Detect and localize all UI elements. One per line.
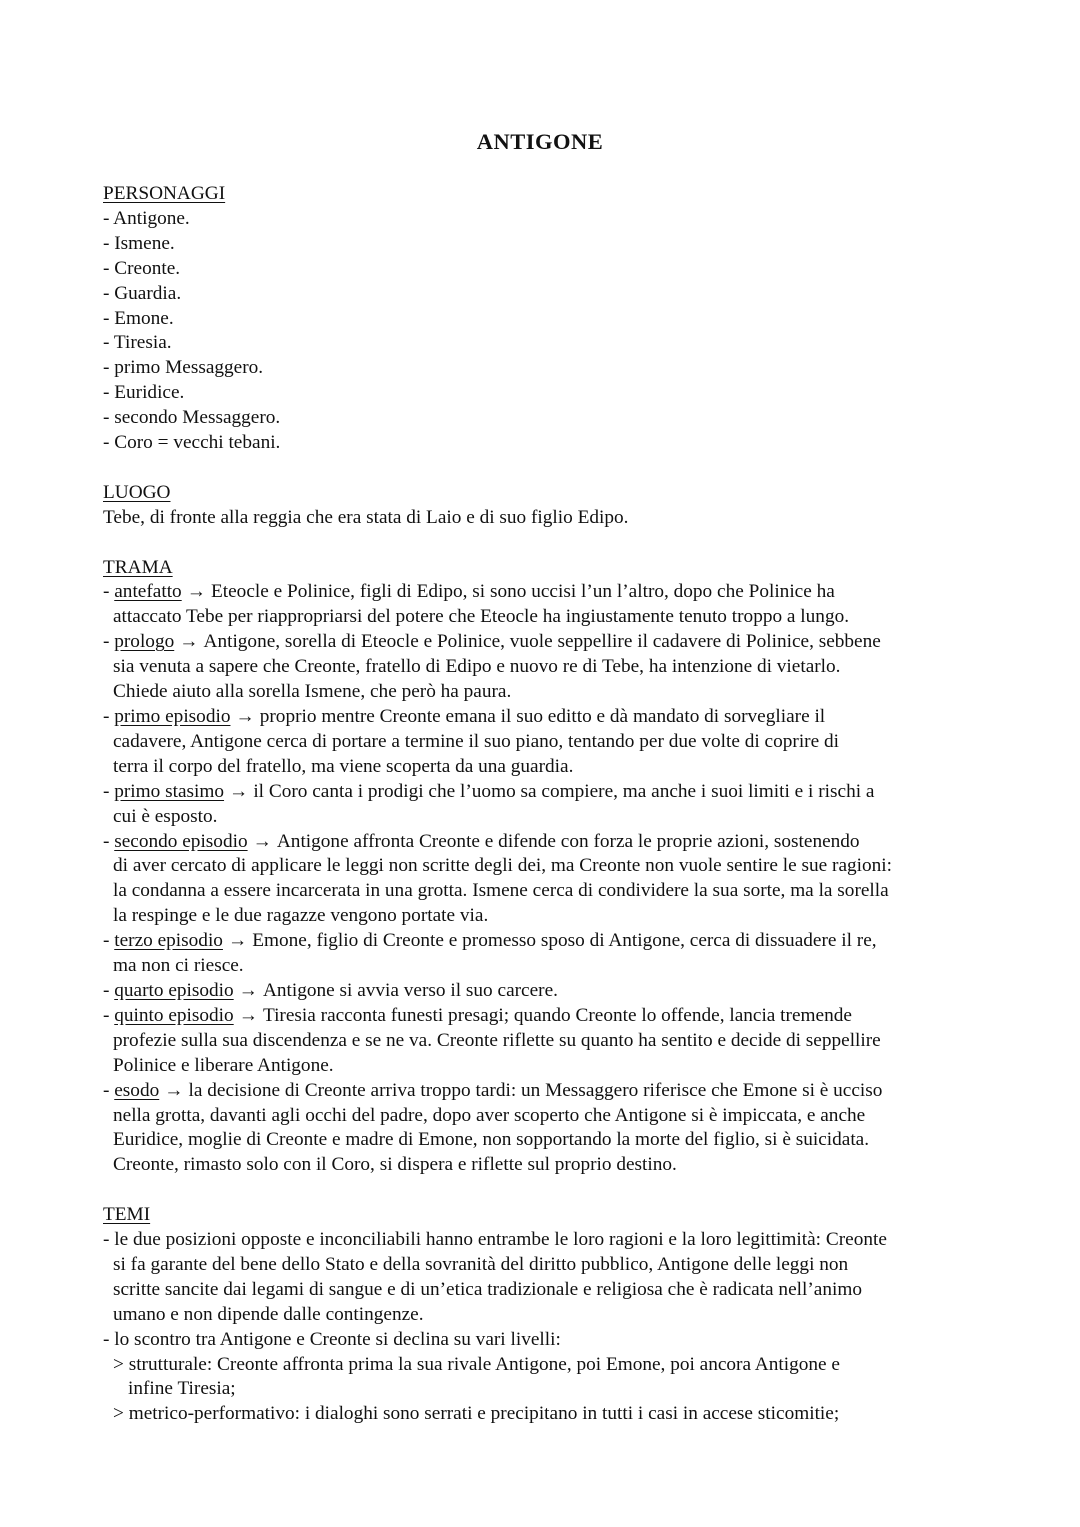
text-line: nella grotta, davanti agli occhi del padre, dopo aver scoperto che Antigone si è impiccata, e anche xyxy=(113,1104,866,1126)
plot-text: proprio mentre Creonte emana il suo editto e dà mandato di sorvegliare il xyxy=(259,706,826,727)
list-item: - Coro = vecchi tebani. xyxy=(103,432,281,454)
plot-text: Antigone si avvia verso il suo carcere. xyxy=(262,979,558,1001)
list-item: - lo scontro tra Antigone e Creonte si declina su vari livelli: xyxy=(103,1328,561,1350)
section-trama xyxy=(103,556,983,1179)
bullet-dash: - xyxy=(103,631,115,653)
list-item: - Tiresia. xyxy=(103,332,172,354)
arrow-icon: → xyxy=(229,780,249,802)
text-line: sia venuta a sapere che Creonte, fratello di Edipo e nuovo re di Tebe, ha intenzione di vietarlo. xyxy=(113,656,841,678)
list-item: - Guardia. xyxy=(103,282,182,304)
text-line: Polinice e liberare Antigone. xyxy=(113,1054,334,1076)
bullet-dash: - xyxy=(103,979,115,1001)
text-line: profezie sulla sua discendenza e se ne va. Creonte riflette su quanto ha sentito e decide di seppellire xyxy=(113,1029,881,1051)
sub-item xyxy=(103,1402,983,1427)
section-temi xyxy=(103,1203,983,1427)
text-line: ma non ci riesce. xyxy=(113,955,244,977)
plot-term: secondo episodio xyxy=(114,830,248,852)
list-item xyxy=(103,1228,983,1328)
list-item: - Antigone. xyxy=(103,207,190,229)
text-line xyxy=(103,630,983,655)
section-luogo xyxy=(103,481,983,531)
list-item: - Ismene. xyxy=(103,232,175,254)
text-line: attaccato Tebe per riappropriarsi del potere che Eteocle ha ingiustamente tenuto troppo a lungo. xyxy=(113,606,850,628)
text-line xyxy=(103,1079,983,1104)
text-line xyxy=(103,705,983,730)
plot-term: primo stasimo xyxy=(114,780,225,802)
text-line: cadavere, Antigone cerca di portare a termine il suo piano, tentando per due volte di coprire di xyxy=(113,730,839,752)
bullet-dash: - xyxy=(103,1079,115,1101)
page-title: ANTIGONE xyxy=(476,129,604,154)
list-item: - secondo Messaggero. xyxy=(103,407,281,429)
paragraph: Tebe, di fronte alla reggia che era stata di Laio e di suo figlio Edipo. xyxy=(103,506,629,528)
plot-text: Emone, figlio di Creonte e promesso sposo di Antigone, cerca di dissuadere il re, xyxy=(252,930,877,952)
bullet-dash: - xyxy=(103,706,115,727)
arrow-icon: → xyxy=(238,1004,258,1026)
text-line: cui è esposto. xyxy=(113,805,218,827)
list-item: - Creonte. xyxy=(103,257,181,279)
plot-text: Antigone affronta Creonte e difende con forza le proprie azioni, sostenendo xyxy=(276,830,860,852)
arrow-icon: → xyxy=(252,830,272,852)
plot-item xyxy=(103,705,983,780)
plot-item xyxy=(103,630,983,705)
plot-list xyxy=(103,580,983,1178)
list-item: - Emone. xyxy=(103,307,174,329)
text-line: di aver cercato di applicare le leggi non scritte degli dei, ma Creonte non vuole sentire le sue ragioni: xyxy=(113,855,892,877)
bullet-dash: - xyxy=(103,581,115,603)
text-line xyxy=(103,780,983,805)
plot-text: Antigone, sorella di Eteocle e Polinice, vuole seppellire il cadavere di Polinice, sebbene xyxy=(203,631,881,653)
text-line: > metrico-performativo: i dialoghi sono serrati e precipitano in tutti i casi in accese sticomitie; xyxy=(113,1403,840,1425)
section-personaggi xyxy=(103,182,983,456)
plot-term: primo episodio xyxy=(114,706,231,727)
text-line: Euridice, moglie di Creonte e madre di Emone, non sopportando la morte del figlio, si è suicidata. xyxy=(113,1129,870,1151)
arrow-icon: → xyxy=(238,979,258,1001)
plot-item xyxy=(103,830,983,930)
sub-item xyxy=(103,1353,983,1403)
text-line xyxy=(103,929,983,954)
bullet-dash: - xyxy=(103,830,115,852)
text-line xyxy=(103,1004,983,1029)
arrow-icon: → xyxy=(179,631,199,653)
text-line: la respinge e le due ragazze vengono portate via. xyxy=(113,905,489,927)
list-item: - primo Messaggero. xyxy=(103,357,264,379)
plot-text: Eteocle e Polinice, figli di Edipo, si sono uccisi l’un l’altro, dopo che Polinice ha xyxy=(210,581,835,603)
plot-term: quinto episodio xyxy=(114,1004,234,1026)
bullet-dash: - xyxy=(103,930,115,952)
section-heading: LUOGO xyxy=(103,481,171,503)
list-item: - Euridice. xyxy=(103,382,185,404)
plot-item xyxy=(103,1004,983,1079)
section-heading: TRAMA xyxy=(103,556,173,578)
text-line xyxy=(103,830,983,855)
text-line: terra il corpo del fratello, ma viene scoperta da una guardia. xyxy=(113,755,574,777)
plot-text: la decisione di Creonte arriva troppo tardi: un Messaggero riferisce che Emone si è ucciso xyxy=(188,1079,883,1101)
text-line: umano e non dipende dalle contingenze. xyxy=(113,1303,424,1325)
plot-term: prologo xyxy=(114,631,175,653)
text-line: > strutturale: Creonte affronta prima la sua rivale Antigone, poi Emone, poi ancora Antigone e xyxy=(113,1353,840,1375)
text-line: - le due posizioni opposte e inconciliabili hanno entrambe le loro ragioni e la loro legittimità: Creonte xyxy=(103,1229,887,1251)
text-line: si fa garante del bene dello Stato e della sovranità del diritto pubblico, Antigone delle leggi non xyxy=(113,1253,849,1275)
plot-term: terzo episodio xyxy=(114,930,223,952)
text-line xyxy=(103,580,983,605)
arrow-icon: → xyxy=(227,930,248,952)
plot-text: il Coro canta i prodigi che l’uomo sa compiere, ma anche i suoi limiti e i rischi a xyxy=(253,780,875,802)
plot-term: esodo xyxy=(114,1079,160,1101)
bullet-dash: - xyxy=(103,1004,115,1026)
document-body xyxy=(103,182,983,1427)
plot-item xyxy=(103,929,983,979)
section-heading: TEMI xyxy=(103,1204,151,1226)
text-line xyxy=(103,979,983,1004)
plot-term: quarto episodio xyxy=(114,979,234,1001)
arrow-icon: → xyxy=(186,581,206,603)
bullet-dash: - xyxy=(103,780,115,802)
text-line: Creonte, rimasto solo con il Coro, si dispera e riflette sul proprio destino. xyxy=(113,1154,677,1176)
text-line: infine Tiresia; xyxy=(128,1378,236,1400)
text-line: la condanna a essere incarcerata in una grotta. Ismene cerca di condividere la sua sorte, ma la sorella xyxy=(113,880,889,902)
text-line: Chiede aiuto alla sorella Ismene, che però ha paura. xyxy=(113,681,512,703)
plot-term: antefatto xyxy=(114,581,182,603)
plot-item xyxy=(103,1079,983,1179)
plot-item xyxy=(103,979,983,1004)
text-line: scritte sancite dai legami di sangue e di un’etica tradizionale e religiosa che è radicata nell’animo xyxy=(113,1278,862,1300)
plot-item xyxy=(103,780,983,830)
arrow-icon: → xyxy=(164,1079,184,1101)
plot-text: Tiresia racconta funesti presagi; quando Creonte lo offende, lancia tremende xyxy=(262,1004,852,1026)
arrow-icon: → xyxy=(235,706,255,727)
plot-item xyxy=(103,580,983,630)
section-heading: PERSONAGGI xyxy=(103,183,226,204)
